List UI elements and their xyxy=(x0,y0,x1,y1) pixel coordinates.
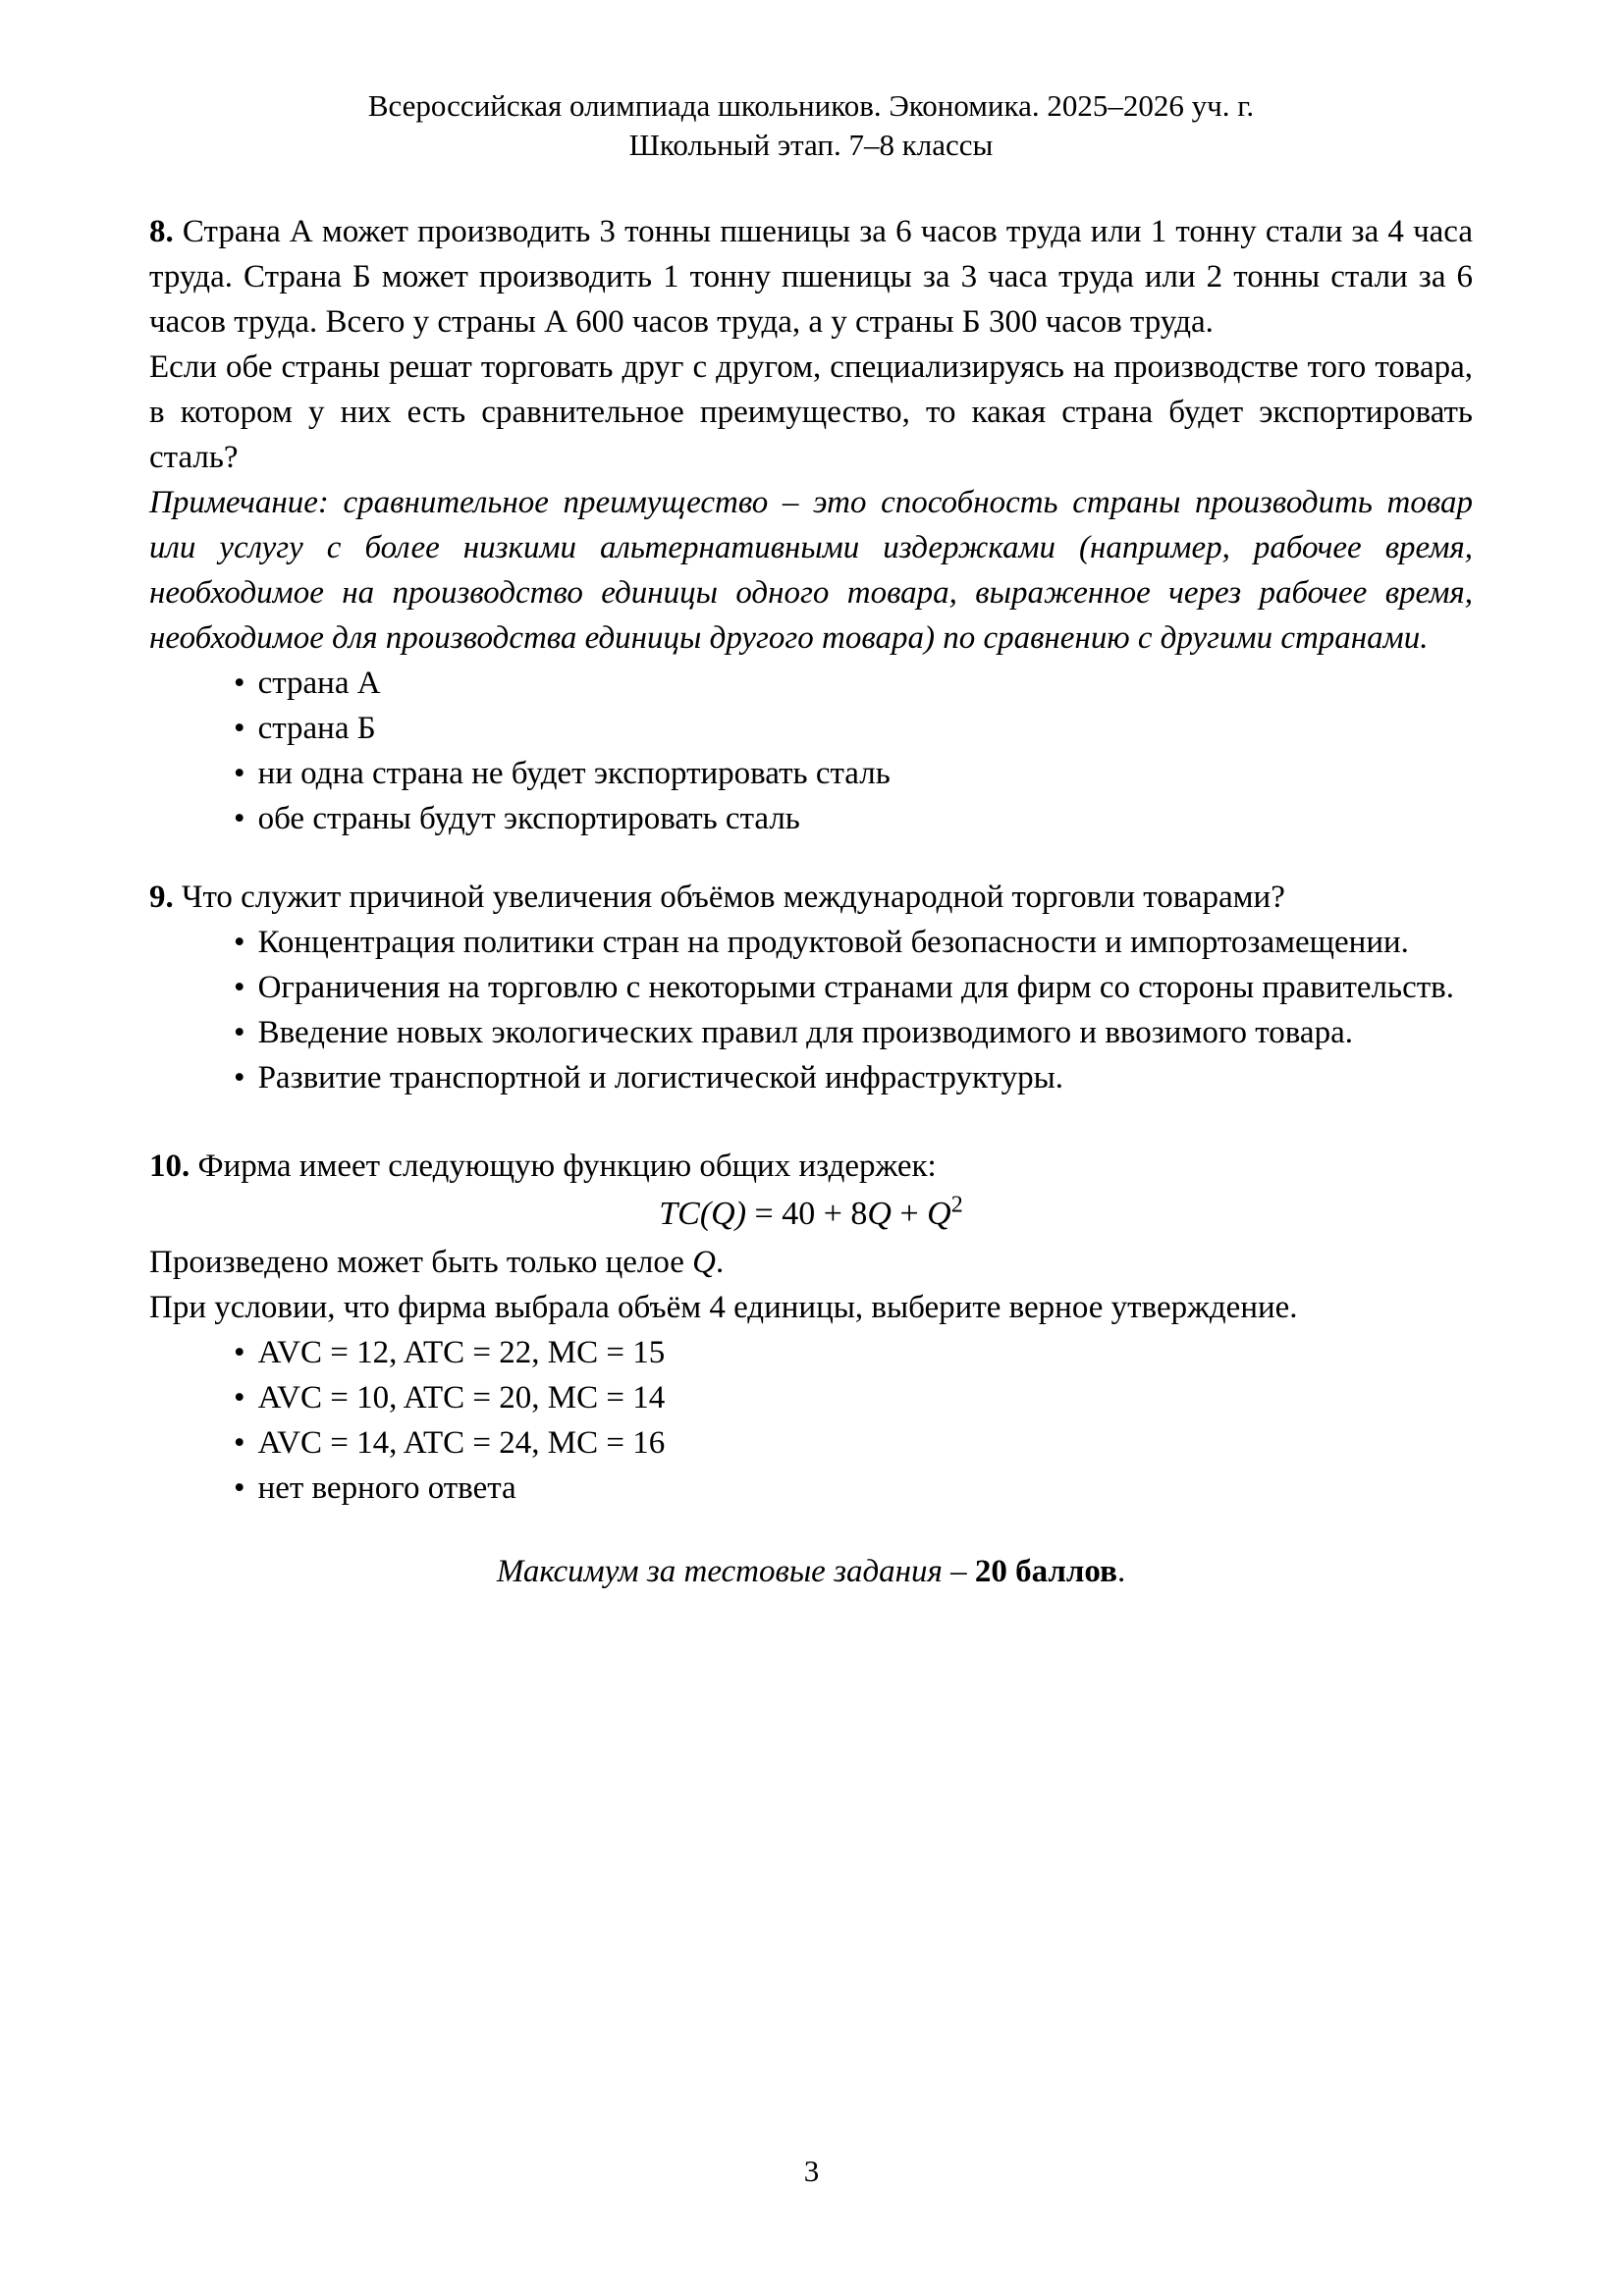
integer-note-after: . xyxy=(716,1245,725,1280)
option-text: Введение новых экологических правил для производимого и ввозимого товара. xyxy=(257,1015,1353,1050)
question-10-intro xyxy=(149,1144,1473,1189)
max-score-period: . xyxy=(1116,1554,1126,1589)
integer-note-before: Произведено может быть только целое xyxy=(149,1245,693,1280)
max-score-line xyxy=(149,1549,1473,1594)
integer-note-var: Q xyxy=(692,1245,716,1280)
option-item xyxy=(149,1330,1473,1375)
option-item xyxy=(149,1055,1473,1100)
option-item xyxy=(149,920,1473,965)
bullet-icon: • xyxy=(234,1015,245,1050)
question-8-note: Примечание: сравнительное преимущество – это способность страны производить товар или услугу с более низкими альтернативными издержками (например, рабочее время, необходимое на производство единицы одного товара, выраженное через рабочее время, необходимое для производства единицы другого товара) по сравнению с другими странами. xyxy=(149,485,1473,656)
option-text: обе страны будут экспортировать сталь xyxy=(257,801,800,836)
bullet-icon: • xyxy=(234,711,245,746)
option-item xyxy=(149,661,1473,706)
question-8-question: Если обе страны решат торговать друг с другом, специализируясь на производстве того товара, в котором у них есть сравнительное преимущество, то какая страна будет экспортировать сталь? xyxy=(149,349,1473,475)
total-cost-formula xyxy=(149,1189,1473,1240)
option-item xyxy=(149,706,1473,751)
question-9-options xyxy=(149,920,1473,1100)
option-item xyxy=(149,751,1473,796)
option-item xyxy=(149,1466,1473,1511)
question-10 xyxy=(149,1144,1473,1511)
option-item xyxy=(149,1375,1473,1420)
question-10-number: 10. xyxy=(149,1148,190,1184)
bullet-icon: • xyxy=(234,1380,245,1415)
option-item xyxy=(149,965,1473,1010)
option-text: страна А xyxy=(257,666,381,701)
formula-term1: 40 + 8 xyxy=(782,1196,868,1232)
max-score-bold-text: 20 баллов xyxy=(974,1554,1117,1589)
header-line-1: Всероссийская олимпиада школьников. Экономика. 2025–2026 уч. г. xyxy=(367,88,1255,123)
question-10-condition: При условии, что фирма выбрала объём 4 единицы, выберите верное утверждение. xyxy=(149,1290,1298,1325)
bullet-icon: • xyxy=(234,1060,245,1095)
bullet-icon: • xyxy=(234,925,245,960)
option-text: AVC = 10, ATC = 20, MC = 14 xyxy=(257,1380,666,1415)
formula-exponent: 2 xyxy=(950,1192,963,1218)
question-10-integer-note xyxy=(149,1240,1473,1285)
question-8-intro xyxy=(149,209,1473,345)
formula-function: TC(Q) xyxy=(659,1196,747,1232)
option-item xyxy=(149,796,1473,841)
page-number: 3 xyxy=(803,2154,820,2188)
option-text: AVC = 12, ATC = 22, MC = 15 xyxy=(257,1335,666,1370)
bullet-icon: • xyxy=(234,1470,245,1506)
option-text: страна Б xyxy=(257,711,376,746)
bullet-icon: • xyxy=(234,756,245,791)
option-item xyxy=(149,1010,1473,1055)
question-9-question xyxy=(149,875,1473,920)
question-8-number: 8. xyxy=(149,214,174,249)
document-header xyxy=(149,86,1473,165)
formula-var2: Q xyxy=(927,1196,951,1232)
question-9-question-text: Что служит причиной увеличения объёмов международной торговли товарами? xyxy=(182,880,1285,915)
max-score-italic-text: Максимум за тестовые задания – xyxy=(496,1554,975,1589)
option-text: ни одна страна не будет экспортировать сталь xyxy=(257,756,891,791)
bullet-icon: • xyxy=(234,1425,245,1461)
formula-term2: + xyxy=(891,1196,928,1232)
option-text: Ограничения на торговлю с некоторыми странами для фирм со стороны правительств. xyxy=(257,970,1454,1005)
question-10-options xyxy=(149,1330,1473,1511)
bullet-icon: • xyxy=(234,970,245,1005)
option-text: Развитие транспортной и логистической инфраструктуры. xyxy=(257,1060,1063,1095)
bullet-icon: • xyxy=(234,801,245,836)
option-text: нет верного ответа xyxy=(257,1470,516,1506)
question-8 xyxy=(149,209,1473,841)
question-8-options xyxy=(149,661,1473,841)
option-text: Концентрация политики стран на продуктовой безопасности и импортозамещении. xyxy=(257,925,1409,960)
option-item xyxy=(149,1420,1473,1466)
question-8-intro-text: Страна А может производить 3 тонны пшеницы за 6 часов труда или 1 тонну стали за 4 часа труда. Страна Б может производить 1 тонну пшеницы за 3 часа труда или 2 тонны стали за 6 часов труда. Всего у страны А 600 часов труда, а у страны Б 300 часов труда. xyxy=(149,214,1474,340)
question-10-intro-text: Фирма имеет следующую функцию общих издержек: xyxy=(197,1148,937,1184)
bullet-icon: • xyxy=(234,1335,245,1370)
formula-var1: Q xyxy=(867,1196,892,1232)
question-9 xyxy=(149,875,1473,1100)
question-9-number: 9. xyxy=(149,880,174,915)
option-text: AVC = 14, ATC = 24, MC = 16 xyxy=(257,1425,666,1461)
formula-equals: = xyxy=(746,1196,783,1232)
header-line-2: Школьный этап. 7–8 классы xyxy=(628,128,994,162)
bullet-icon: • xyxy=(234,666,245,701)
